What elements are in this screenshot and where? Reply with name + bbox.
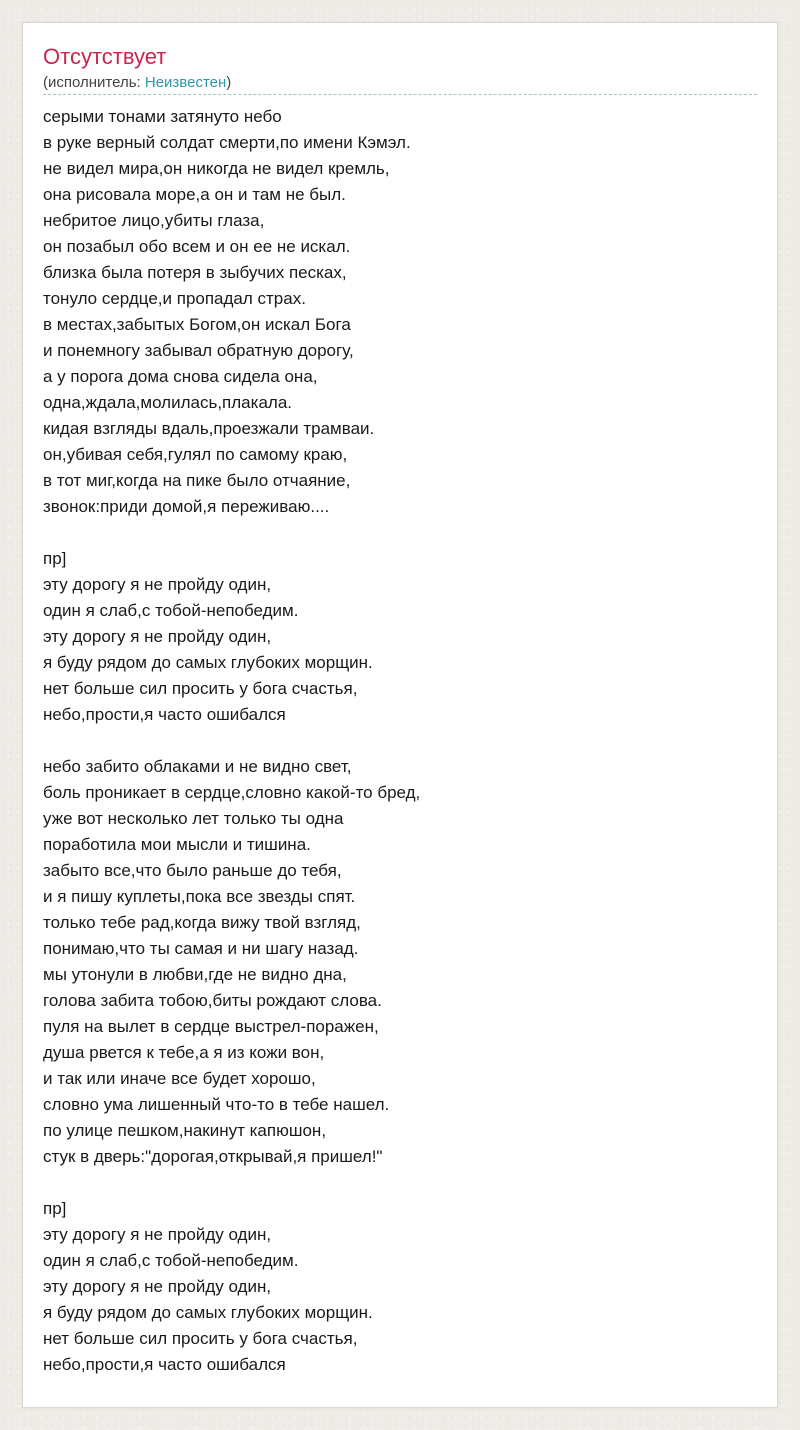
lyric-line: он,убивая себя,гулял по самому краю, <box>43 445 348 464</box>
lyric-line: боль проникает в сердце,словно какой-то бред, <box>43 783 421 802</box>
lyric-line: звонок:приди домой,я переживаю.... <box>43 497 330 516</box>
lyric-line: нет больше сил просить у бога счастья, <box>43 679 358 698</box>
lyric-line: пуля на вылет в сердце выстрел-поражен, <box>43 1017 379 1036</box>
lyric-line: поработила мои мысли и тишина. <box>43 835 311 854</box>
lyric-line: забыто все,что было раньше до тебя, <box>43 861 342 880</box>
lyric-line: пр] <box>43 549 67 568</box>
lyric-line: понимаю,что ты самая и ни шагу назад. <box>43 939 359 958</box>
artist-prefix: (исполнитель: <box>43 74 145 91</box>
artist-link[interactable]: Неизвестен <box>144 74 227 91</box>
lyric-line: один я слаб,с тобой-непобедим. <box>43 1251 299 1270</box>
lyric-line: кидая взгляды вдаль,проезжали трамваи. <box>43 419 375 438</box>
lyrics-stanza <box>43 546 759 728</box>
lyrics-stanza <box>43 104 759 520</box>
lyric-line: в местах,забытых Богом,он искал Бога <box>43 315 351 334</box>
lyric-line: уже вот несколько лет только ты одна <box>43 809 344 828</box>
lyric-line: словно ума лишенный что-то в тебе нашел. <box>43 1095 390 1114</box>
song-title: Отсутствует <box>43 44 167 69</box>
lyric-line: не видел мира,он никогда не видел кремль, <box>43 159 390 178</box>
lyric-line: нет больше сил просить у бога счастья, <box>43 1329 358 1348</box>
lyrics-card <box>22 22 778 1408</box>
lyric-line: эту дорогу я не пройду один, <box>43 1225 272 1244</box>
lyric-line: мы утонули в любви,где не видно дна, <box>43 965 347 984</box>
lyric-line: он позабыл обо всем и он ее не искал. <box>43 237 351 256</box>
lyric-line: и я пишу куплеты,пока все звезды спят. <box>43 887 356 906</box>
lyric-line: я буду рядом до самых глубоких морщин. <box>43 1303 373 1322</box>
artist-suffix: ) <box>226 74 232 91</box>
lyric-line: и понемногу забывал обратную дорогу, <box>43 341 354 360</box>
lyric-line: близка была потеря в зыбучих песках, <box>43 263 347 282</box>
lyric-line: по улице пешком,накинут капюшон, <box>43 1121 327 1140</box>
lyric-line: небо,прости,я часто ошибался <box>43 705 286 724</box>
lyric-line: небо забито облаками и не видно свет, <box>43 757 352 776</box>
lyric-line: серыми тонами затянуто небо <box>43 107 282 126</box>
lyric-line: эту дорогу я не пройду один, <box>43 575 272 594</box>
lyric-line: стук в дверь:"дорогая,открывай,я пришел!" <box>43 1147 383 1166</box>
lyric-line: небритое лицо,убиты глаза, <box>43 211 265 230</box>
title-divider <box>43 94 757 95</box>
lyrics-stanza <box>43 754 759 1170</box>
lyric-line: в руке верный солдат смерти,по имени Кэмэл. <box>43 133 411 152</box>
lyric-line: эту дорогу я не пройду один, <box>43 1277 272 1296</box>
lyric-line: и так или иначе все будет хорошо, <box>43 1069 316 1088</box>
lyric-line: а у порога дома снова сидела она, <box>43 367 318 386</box>
lyric-line: эту дорогу я не пройду один, <box>43 627 272 646</box>
lyric-line: только тебе рад,когда вижу твой взгляд, <box>43 913 361 932</box>
lyric-line: небо,прости,я часто ошибался <box>43 1355 286 1374</box>
lyric-line: я буду рядом до самых глубоких морщин. <box>43 653 373 672</box>
lyric-line: в тот миг,когда на пике было отчаяние, <box>43 471 351 490</box>
lyric-line: душа рвется к тебе,а я из кожи вон, <box>43 1043 325 1062</box>
lyric-line: она рисовала море,а он и там не был. <box>43 185 346 204</box>
lyric-line: пр] <box>43 1199 67 1218</box>
lyric-line: тонуло сердце,и пропадал страх. <box>43 289 306 308</box>
lyric-line: одна,ждала,молилась,плакала. <box>43 393 292 412</box>
lyrics-stanza <box>43 1196 759 1378</box>
lyrics-text <box>43 104 759 1404</box>
lyric-line: один я слаб,с тобой-непобедим. <box>43 601 299 620</box>
lyric-line: голова забита тобою,биты рождают слова. <box>43 991 382 1010</box>
artist-line <box>43 73 231 93</box>
